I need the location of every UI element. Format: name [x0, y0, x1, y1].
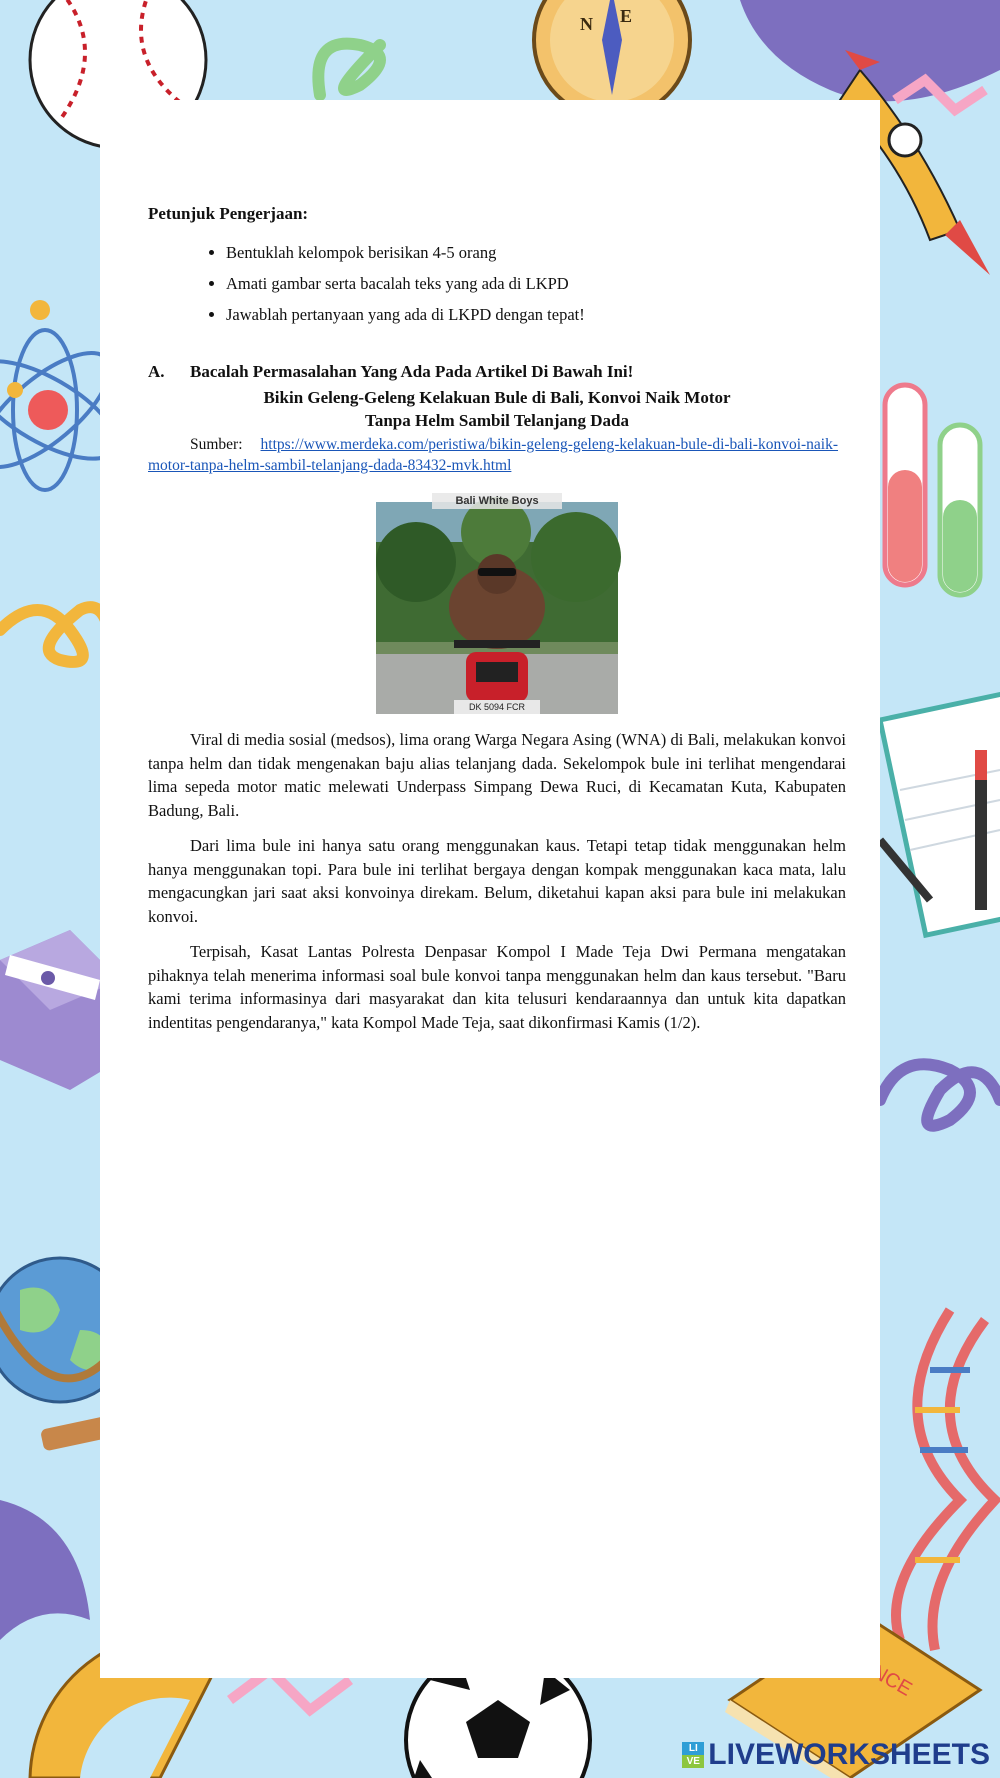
badge-top: LI — [682, 1742, 704, 1755]
article-paragraph: Viral di media sosial (medsos), lima orang Warga Negara Asing (WNA) di Bali, melakukan konvoi tanpa helm dan tidak mengenakan baju alias telanjang dada. Sekelompok bule ini terlihat mengendarai lima sepeda motor matic melewati Underpass Simpang Dewa Ruci, di Kecamatan Kuta, Kabupaten Badung, Bali. — [148, 730, 846, 820]
article-title-line-2: Tanpa Helm Sambil Telanjang Dada — [365, 411, 629, 430]
article-paragraph: Terpisah, Kasat Lantas Polresta Denpasar Kompol I Made Teja Dwi Permana mengatakan pihaknya telah menerima informasi soal bule konvoi tanpa menggunakan helm dan kaus tersebut. "Baru kami terima informasinya dari masyarakat dan kita telusuri kendaraannya dan untuk kita dapatkan indentitas pengendaranya," kata Kompol Made Teja, saat dikonfirmasi Kamis (1/2). — [148, 942, 846, 1032]
section-number: A. — [148, 362, 165, 381]
rider-photo-illustration — [376, 502, 618, 714]
instruction-item: • Amati gambar serta bacalah teks yang ada di LKPD — [226, 273, 846, 295]
source-link[interactable]: https://www.merdeka.com/peristiwa/bikin-geleng-geleng-kelakuan-bule-di-bali-konvoi-naik-motor-tanpa-helm-sambil-telanjang-dada-83432-mvk.html — [148, 436, 839, 474]
photo-caption: Bali White Boys — [432, 493, 562, 509]
dna-icon — [896, 1310, 995, 1650]
section-heading — [148, 362, 846, 382]
purple-swirl-icon — [880, 1064, 1000, 1125]
liveworksheets-badge — [682, 1742, 704, 1768]
test-tubes-icon — [885, 385, 980, 595]
worksheet-content — [148, 204, 846, 1034]
purple-leaf-icon — [0, 1500, 90, 1640]
badge-bottom: VE — [682, 1755, 704, 1768]
svg-text:N: N — [580, 14, 593, 34]
instructions-title: Petunjuk Pengerjaan: — [148, 204, 309, 223]
svg-text:E: E — [620, 6, 633, 26]
liveworksheets-logo[interactable] — [682, 1738, 990, 1772]
green-swirl-icon — [318, 44, 380, 95]
article-photo — [376, 495, 618, 714]
yellow-swirl-icon — [0, 607, 112, 710]
instructions-list — [148, 242, 846, 326]
article-title — [148, 386, 846, 432]
worksheet-page — [100, 100, 880, 1678]
instruction-item: • Jawablah pertanyaan yang ada di LKPD dengan tepat! — [226, 304, 846, 326]
article-paragraph: Dari lima bule ini hanya satu orang menggunakan kaus. Tetapi tetap tidak menggunakan helm hanya menggunakan topi. Para bule ini terlihat bergaya dengan kompak menggunakan kaca mata, lalu mengacungkan jari saat aksi konvoinya direkam. Belum, diketahui kapan aksi para bule ini melakukan konvoi. — [148, 836, 846, 926]
license-plate: DK 5094 FCR — [468, 702, 526, 712]
liveworksheets-wordmark: LIVEWORKSHEETS — [708, 1738, 990, 1771]
article-source — [148, 434, 846, 476]
section-title: Bacalah Permasalahan Yang Ada Pada Artikel Di Bawah Ini! — [190, 362, 634, 381]
notebook-icon — [880, 689, 1000, 935]
source-label: Sumber: — [190, 436, 243, 453]
article-title-line-1: Bikin Geleng-Geleng Kelakuan Bule di Bali, Konvoi Naik Motor — [263, 388, 731, 407]
instruction-item: • Bentuklah kelompok berisikan 4-5 orang — [226, 242, 846, 264]
